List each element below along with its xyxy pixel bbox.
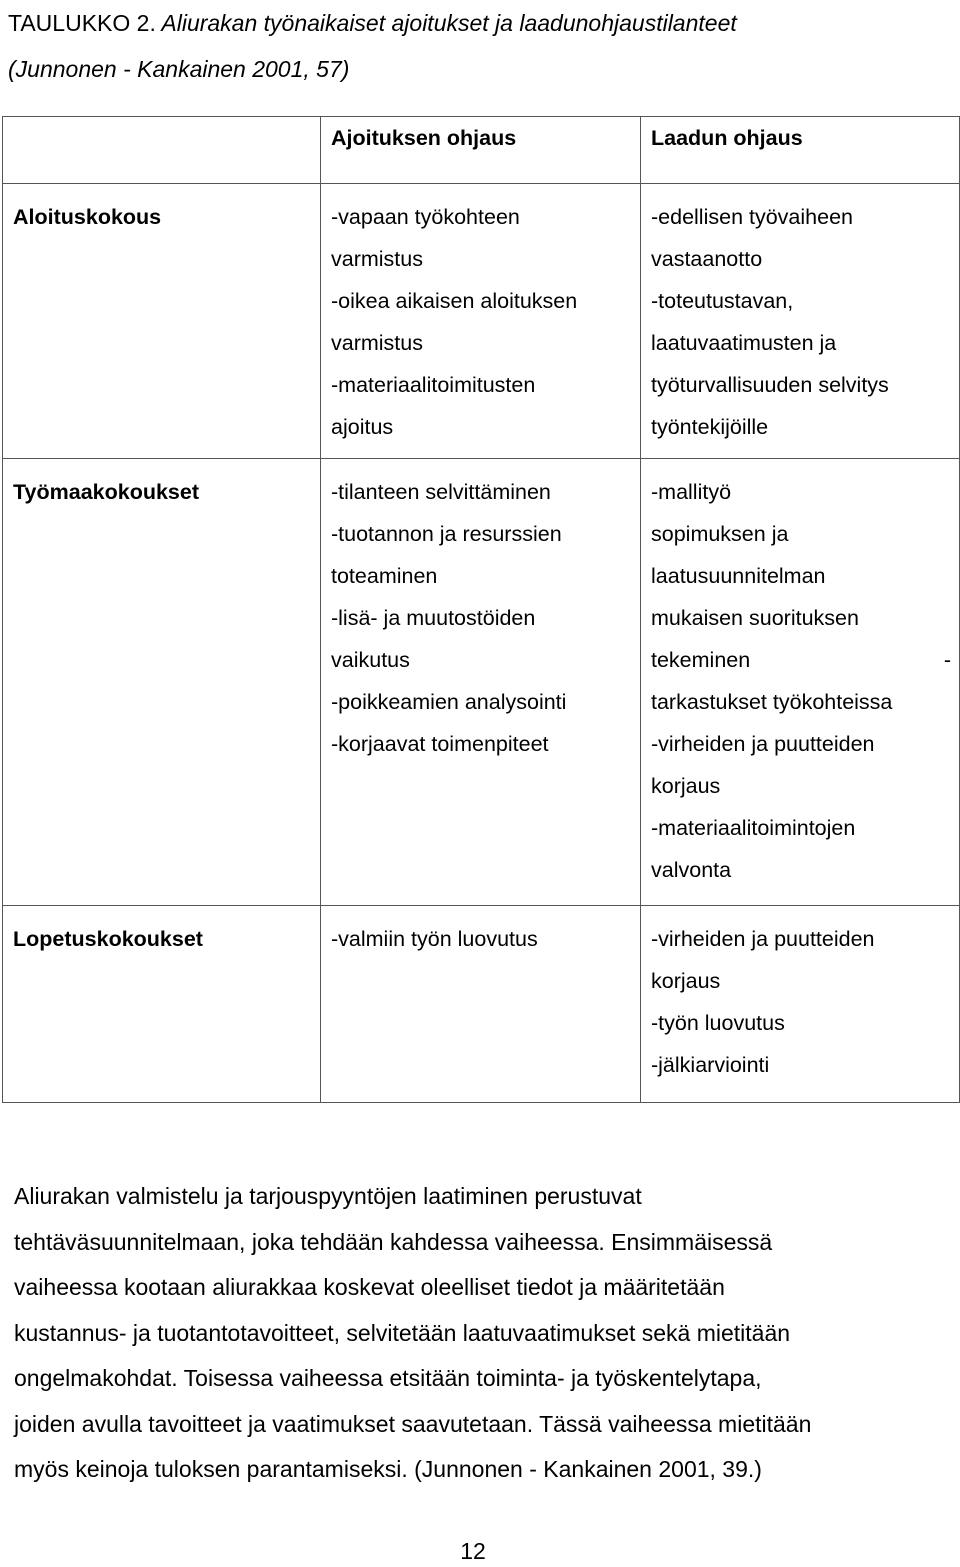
cell-line: työturvallisuuden selvitys — [651, 373, 889, 397]
cell-line: -työn luovutus — [651, 1011, 785, 1035]
cell-line: -lisä- ja muutostöiden — [331, 606, 536, 630]
cell-line: -materiaalitoimitusten — [331, 373, 536, 397]
cell-line: vaikutus — [331, 648, 410, 672]
cell-line: sopimuksen ja — [651, 522, 789, 546]
row-label: Lopetuskokoukset — [13, 927, 203, 951]
cell-line: -edellisen työvaiheen — [651, 205, 853, 229]
cell-line: -mallityö — [651, 480, 732, 504]
laatu-cell — [641, 184, 959, 448]
cell-line: -tilanteen selvittäminen — [331, 480, 551, 504]
table-caption — [8, 0, 737, 92]
cell-line-dash: - — [943, 648, 951, 672]
cell-line: -vapaan työkohteen — [331, 205, 520, 229]
caption-prefix: TAULUKKO 2. — [8, 10, 156, 36]
cell-line: laatusuunnitelman — [651, 564, 826, 588]
paragraph-line: joiden avulla tavoitteet ja vaatimukset saavutetaan. Tässä vaiheessa mietitään — [14, 1410, 812, 1437]
cell-line: -virheiden ja puutteiden — [651, 927, 875, 951]
cell-line: -poikkeamien analysointi — [331, 690, 567, 714]
cell-line: laatuvaatimusten ja — [651, 331, 837, 355]
header-laadun-ohjaus: Laadun ohjaus — [651, 126, 803, 150]
paragraph-line: kustannus- ja tuotantotavoitteet, selvitetään laatuvaatimukset sekä mietitään — [14, 1319, 791, 1346]
cell-line: toteaminen — [331, 564, 438, 588]
ajoitus-cell — [321, 184, 640, 448]
cell-line: -korjaavat toimenpiteet — [331, 732, 549, 756]
page-number: 12 — [460, 1538, 486, 1564]
cell-line: tekeminen — [651, 648, 751, 672]
cell-line: tarkastukset työkohteissa — [651, 690, 893, 714]
cell-line: varmistus — [331, 331, 423, 355]
header-cell-empty — [3, 117, 321, 184]
row-label: Aloituskokous — [13, 205, 162, 229]
meeting-table — [2, 116, 960, 1103]
body-paragraph — [14, 1174, 914, 1493]
cell-line: ajoitus — [331, 415, 394, 439]
cell-line: varmistus — [331, 247, 423, 271]
laatu-cell — [641, 906, 959, 1086]
cell-line: valvonta — [651, 858, 732, 882]
cell-line: työntekijöille — [651, 415, 769, 439]
cell-line: -toteutustavan, — [651, 289, 794, 313]
paragraph-line: vaiheessa kootaan aliurakkaa koskevat oleelliset tiedot ja määritetään — [14, 1274, 725, 1300]
row-label: Työmaakokoukset — [13, 480, 200, 504]
cell-line: -oikea aikaisen aloituksen — [331, 289, 578, 313]
paragraph-line: ongelmakohdat. Toisessa vaiheessa etsitään toiminta- ja työskentelytapa, — [14, 1365, 762, 1391]
cell-line: -valmiin työn luovutus — [331, 927, 538, 951]
cell-line: korjaus — [651, 774, 721, 798]
ajoitus-cell — [321, 906, 640, 960]
caption-title-2: (Junnonen - Kankainen 2001, 57) — [8, 56, 350, 82]
paragraph-line: Aliurakan valmistelu ja tarjouspyyntöjen laatiminen perustuvat — [14, 1183, 642, 1209]
cell-line: vastaanotto — [651, 247, 763, 271]
paragraph-line: tehtäväsuunnitelmaan, joka tehdään kahdessa vaiheessa. Ensimmäisessä — [14, 1228, 773, 1255]
caption-line-1 — [8, 0, 737, 46]
cell-line: mukaisen suorituksen — [651, 606, 859, 630]
cell-line: -virheiden ja puutteiden — [651, 732, 875, 756]
table-row — [3, 184, 960, 459]
cell-line-justified — [651, 639, 951, 681]
cell-line: korjaus — [651, 969, 721, 993]
table-header-row — [3, 117, 960, 184]
table-row — [3, 906, 960, 1103]
laatu-cell — [641, 459, 959, 891]
paragraph-line: myös keinoja tuloksen parantamiseksi. (Junnonen - Kankainen 2001, 39.) — [14, 1456, 762, 1482]
caption-title-1: Aliurakan työnaikaiset ajoitukset ja laadunohjaustilanteet — [155, 10, 737, 36]
header-ajoituksen-ohjaus: Ajoituksen ohjaus — [331, 126, 517, 150]
cell-line: -materiaalitoimintojen — [651, 816, 856, 840]
cell-line: -jälkiarviointi — [651, 1053, 770, 1077]
ajoitus-cell — [321, 459, 640, 765]
cell-line: -tuotannon ja resurssien — [331, 522, 562, 546]
table-row — [3, 459, 960, 906]
